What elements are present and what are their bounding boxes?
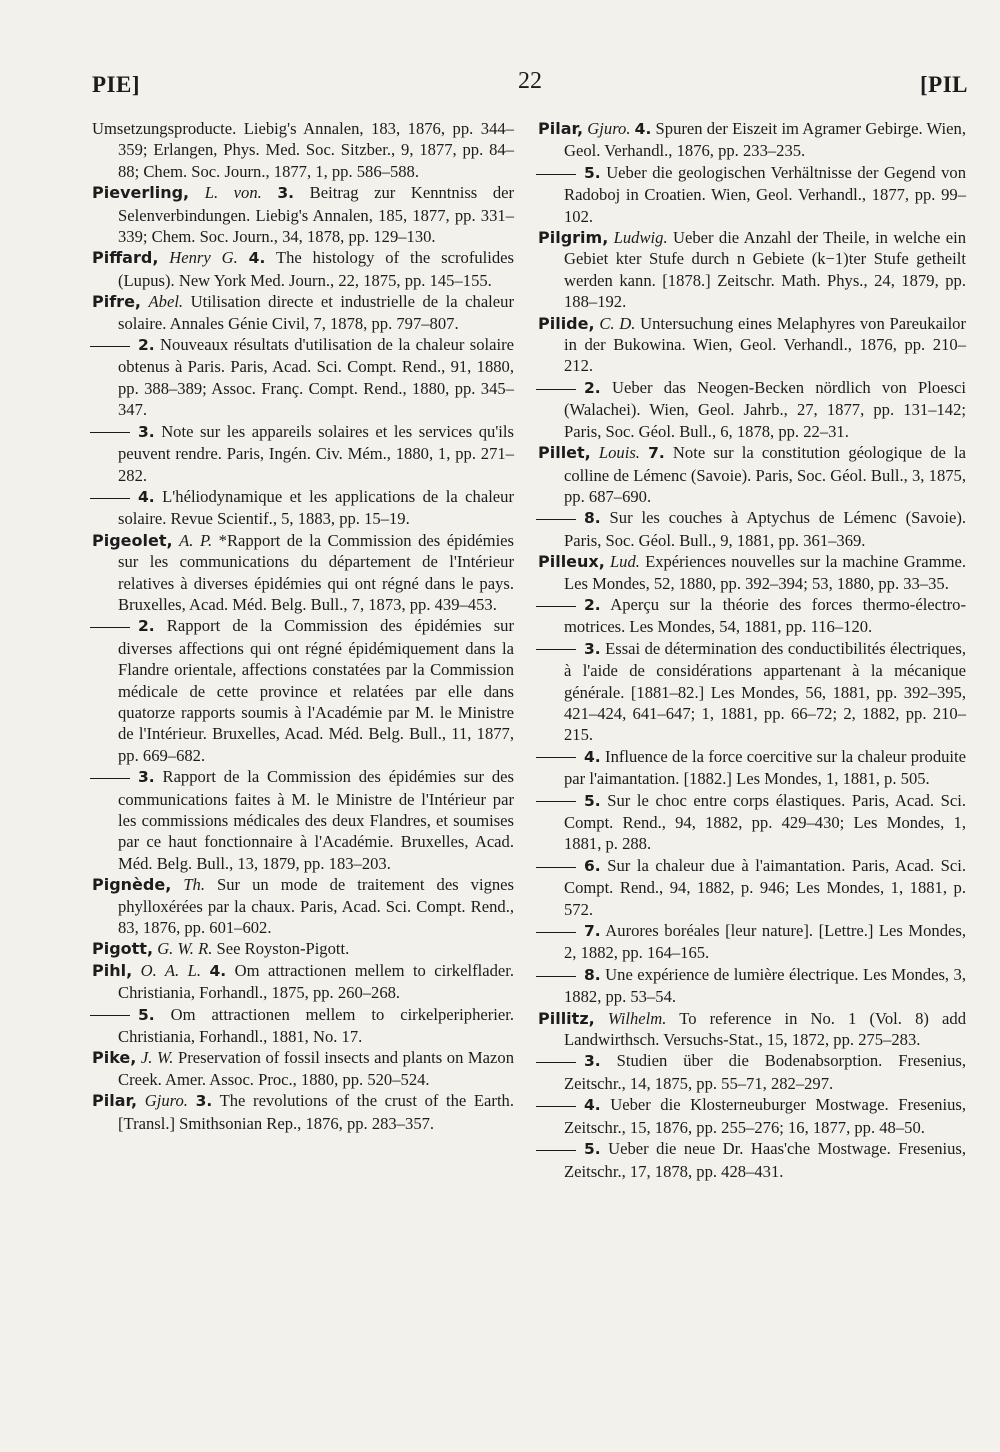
bibliography-entry [92, 1090, 514, 1134]
entry-number: 4. [138, 487, 155, 506]
bibliography-entry [92, 334, 514, 421]
author-given-name: Wilhelm. [607, 1008, 667, 1028]
bibliography-entry [92, 1047, 514, 1090]
entry-number: 4. [209, 961, 227, 980]
author-surname: Pilleux, [538, 552, 605, 572]
entry-number: 5. [138, 1005, 155, 1024]
header-right-keyword: [PIL [920, 72, 968, 97]
entry-text: Preservation of fossil insects and plants on Mazon Creek. Amer. Assoc. Proc., 1880, pp. 520–524. [118, 1048, 515, 1089]
right-column [538, 118, 966, 1182]
bibliography-entry [538, 1050, 966, 1094]
entry-text: Rapport de la Commission des épidémies sur des communications faites à M. le Ministre de l'Intérieur par les commissions médicales des deux Flandres, et soumises par ce haut fonctionnaire à l'Académie. Bruxelles, Acad. Méd. Belg. Bull., 13, 1879, pp. 183–203. [118, 767, 514, 873]
ditto-dash [90, 498, 130, 499]
ditto-dash [536, 606, 576, 607]
header-left-keyword: PIE] [92, 72, 140, 97]
ditto-dash [536, 1062, 576, 1063]
ditto-dash [536, 389, 576, 390]
entry-text: Om attractionen mellem to cirkelflader. Christiania, Forhandl., 1875, pp. 260–268. [118, 960, 514, 1003]
bibliography-entry [538, 594, 966, 638]
author-surname: Pilide, [538, 313, 595, 333]
entry-text: Rapport de la Commission des épidémies sur diverses affections qui ont régné épidémiquement dans la Flandre orientale, affections constatées par la Commission médicale de cette province et relatées par elle dans quatorze rapports soumis à l'Académie par M. le Ministre de l'Intérieur. Bruxelles, Acad. Méd. Belg. Bull., 11, 1877, pp. 669–682. [118, 616, 514, 765]
bibliography-entry [538, 1138, 966, 1182]
entry-number: 3. [584, 1052, 601, 1071]
author-given-name: Henry G. [169, 248, 238, 268]
entry-text: Essai de détermination des conductibilités électriques, à l'aide de considérations appartenant à la mécanique générale. [1881–82.] Les Mondes, 56, 1881, pp. 392–395, 421–424, 641–647; 1, 1881, pp. 66–72; 2, 1882, pp. 210–215. [564, 638, 966, 745]
ditto-dash [536, 757, 576, 758]
entry-text: Sur un mode de traitement des vignes phylloxérées par la chaux. Paris, Acad. Sci. Compt. Rend., 83, 1876, pp. 601–602. [118, 875, 514, 938]
author-given-name: O. A. L. [140, 960, 202, 980]
bibliography-entry [92, 615, 514, 766]
bibliography-entry [538, 162, 966, 227]
ditto-dash [90, 778, 130, 779]
bibliography-entry [538, 746, 966, 790]
author-surname: Piffard, [92, 248, 159, 268]
entry-text: Expériences nouvelles sur la machine Gramme. Les Mondes, 52, 1880, pp. 392–394; 53, 1880, pp. 33–35. [564, 552, 966, 593]
bibliography-entry [92, 960, 514, 1004]
entry-number: 2. [138, 617, 155, 636]
bibliography-entry [538, 507, 966, 551]
entry-text: Une expérience de lumière électrique. Les Mondes, 3, 1882, pp. 53–54. [564, 964, 966, 1007]
entry-number: 5. [584, 163, 601, 182]
entry-text: Sur le choc entre corps élastiques. Paris, Acad. Sci. Compt. Rend., 94, 1882, pp. 429–430; Les Mondes, 1, 1881, p. 288. [564, 790, 966, 854]
author-given-name: Ludwig. [613, 228, 668, 248]
author-surname: Pilar, [538, 119, 584, 138]
bibliography-entry [92, 291, 514, 334]
ditto-dash [536, 174, 576, 175]
entry-number: 2. [584, 378, 601, 397]
entry-text: Note sur les appareils solaires et les services qu'ils peuvent rendre. Paris, Ingén. Civ. Mém., 1880, 1, pp. 271–282. [118, 421, 514, 485]
bibliography-entry [538, 964, 966, 1008]
entry-text: The revolutions of the crust of the Earth. [Transl.] Smithsonian Rep., 1876, pp. 283–357. [118, 1091, 515, 1133]
ditto-dash [536, 519, 576, 520]
bibliography-entry [92, 247, 514, 291]
ditto-dash [536, 1150, 576, 1151]
entry-text: Ueber das Neogen-Becken nördlich von Ploesci (Walachei). Wien, Geol. Jahrb., 27, 1877, pp. 131–142; Paris, Soc. Géol. Bull., 6, 1878, pp. 22–31. [564, 377, 966, 441]
entry-text: Ueber die neue Dr. Haas'che Mostwage. Fresenius, Zeitschr., 17, 1878, pp. 428–431. [564, 1139, 967, 1181]
ditto-dash [536, 801, 576, 802]
left-column [92, 118, 514, 1134]
entry-text: Ueber die Anzahl der Theile, in welche ein Gebiet kter Stufe durch n Gebiete (k−1)ter Stufe getheilt werden kann. [1878.] Zeitschr. Math. Phys., 24, 1879, pp. 188–192. [564, 228, 966, 312]
page-header [92, 64, 968, 104]
ditto-dash [90, 1015, 130, 1016]
author-given-name: L. von. [204, 183, 262, 203]
entry-number: 3. [195, 1092, 213, 1111]
author-surname: Pieverling, [92, 183, 190, 203]
author-surname: Pillet, [538, 443, 591, 463]
bibliography-entry [92, 766, 514, 874]
author-given-name: Th. [183, 875, 205, 895]
entry-number: 3. [584, 639, 601, 658]
bibliography-entry [92, 182, 514, 247]
entry-text: Ueber die Klosterneuburger Mostwage. Fresenius, Zeitschr., 15, 1876, pp. 255–276; 16, 1877, pp. 48–50. [564, 1095, 966, 1137]
ditto-dash [90, 432, 130, 433]
bibliography-entry [538, 377, 966, 442]
bibliography-entry [538, 442, 966, 507]
bibliography-entry [538, 790, 966, 855]
entry-text: The histology of the scrofulides (Lupus). New York Med. Journ., 22, 1875, pp. 145–155. [118, 248, 514, 290]
entry-text: See Royston-Pigott. [216, 939, 350, 959]
entry-text: *Rapport de la Commission des épidémies sur les communications du département de l'Intérieur relatives à diverses épidémies qui ont régné dans le pays. Bruxelles, Acad. Méd. Belg. Bull., 7, 1873, pp. 439–453. [118, 530, 515, 614]
entry-number: 7. [584, 922, 601, 941]
author-surname: Pignède, [92, 875, 172, 895]
entry-text: Beitrag zur Kenntniss der Selenverbindungen. Liebig's Annalen, 185, 1877, pp. 331–339; Chem. Soc. Journ., 34, 1878, pp. 129–130. [118, 183, 515, 247]
author-surname: Pifre, [92, 292, 141, 312]
author-given-name: Abel. [148, 292, 184, 312]
entry-text: Sur les couches à Aptychus de Lémenc (Savoie). Paris, Soc. Géol. Bull., 9, 1881, pp. 361–369. [564, 508, 966, 550]
ditto-dash [536, 932, 576, 933]
bibliography-entry [538, 118, 966, 162]
bibliography-entry [538, 920, 966, 964]
bibliography-entry [538, 638, 966, 746]
bibliography-entry [538, 227, 966, 313]
entry-text: Utilisation directe et industrielle de la chaleur solaire. Annales Génie Civil, 7, 1878, pp. 797–807. [118, 292, 514, 333]
bibliography-entry [92, 938, 514, 959]
entry-number: 4. [634, 120, 652, 138]
ditto-dash [536, 649, 576, 650]
entry-text: Influence de la force coercitive sur la chaleur produite par l'aimantation. [1882.] Les Mondes, 1, 1881, p. 505. [564, 746, 967, 789]
author-given-name: C. D. [599, 313, 636, 333]
author-given-name: Lud. [609, 552, 640, 572]
bibliography-entry [538, 1094, 966, 1138]
entry-number: 2. [584, 595, 601, 614]
author-surname: Pigeolet, [92, 530, 173, 550]
entry-number: 5. [584, 791, 601, 810]
bibliography-entry [538, 1008, 966, 1051]
entry-number: 8. [584, 965, 601, 984]
author-surname: Pihl, [92, 960, 133, 980]
entry-text: Note sur la constitution géologique de la colline de Lémenc (Savoie). Paris, Soc. Géol. Bull., 3, 1875, pp. 687–690. [564, 443, 966, 506]
bibliography-entry [92, 486, 514, 530]
author-given-name: A. P. [179, 530, 213, 550]
entry-text: Ueber die geologischen Verhältnisse der Gegend von Radoboj in Croatien. Wien, Geol. Verhandl., 1877, pp. 99–102. [564, 162, 966, 226]
entry-text: Aperçu sur la théorie des forces thermo-électro-motrices. Les Mondes, 54, 1881, pp. 116–120. [564, 594, 966, 637]
entry-text: Studien über die Bodenabsorption. Fresenius, Zeitschr., 14, 1875, pp. 55–71, 282–297. [564, 1051, 966, 1093]
author-given-name: J. W. [140, 1048, 174, 1068]
entry-number: 4. [584, 1096, 601, 1115]
ditto-dash [536, 1106, 576, 1107]
author-surname: Pigott, [92, 939, 154, 959]
author-surname: Pillitz, [538, 1008, 595, 1028]
entry-text: Om attractionen mellem to cirkelperipherier. Christiania, Forhandl., 1881, No. 17. [118, 1004, 515, 1047]
bibliography-entry [92, 421, 514, 486]
bibliography-entry [92, 530, 514, 616]
entry-text: Spuren der Eiszeit im Agramer Gebirge. Wien, Geol. Verhandl., 1876, pp. 233–235. [564, 119, 966, 161]
page-number: 22 [518, 68, 542, 94]
author-given-name: Louis. [598, 443, 640, 463]
bibliography-entry [92, 874, 514, 938]
entry-number: 4. [584, 747, 601, 766]
entry-text: Aurores boréales [leur nature]. [Lettre.] Les Mondes, 2, 1882, pp. 164–165. [564, 921, 966, 963]
entry-number: 7. [648, 444, 665, 463]
entry-text: Nouveaux résultats d'utilisation de la chaleur solaire obtenus à Paris. Paris, Acad. Sci. Compt. Rend., 91, 1880, pp. 388–389; Assoc. Franç. Compt. Rend., 1880, pp. 345–347. [118, 335, 514, 420]
entry-text: Untersuchung eines Melaphyres von Pareukailor in der Bukowina. Wien, Geol. Verhandl., 1876, pp. 210–212. [564, 313, 967, 376]
author-given-name: G. W. R. [157, 939, 213, 959]
ditto-dash [536, 867, 576, 868]
entry-number: 3. [277, 184, 295, 203]
bibliography-entry [538, 313, 966, 377]
author-surname: Pilgrim, [538, 228, 609, 248]
bibliography-entry [538, 855, 966, 920]
entry-text: Umsetzungsproducte. Liebig's Annalen, 183, 1876, pp. 344–359; Erlangen, Phys. Med. Soc. Sitzber., 9, 1877, pp. 84–88; Chem. Soc. Journ., 1877, 1, pp. 586–588. [92, 119, 514, 181]
author-surname: Pilar, [92, 1091, 138, 1111]
entry-number: 8. [584, 509, 601, 528]
entry-number: 3. [138, 422, 155, 441]
bibliography-entry [538, 551, 966, 594]
bibliography-entry [92, 118, 514, 182]
entry-text: Sur la chaleur due à l'aimantation. Paris, Acad. Sci. Compt. Rend., 94, 1882, p. 946; Les Mondes, 1, 1881, p. 572. [564, 855, 966, 919]
entry-number: 5. [584, 1140, 601, 1159]
ditto-dash [536, 976, 576, 977]
entry-text: To reference in No. 1 (Vol. 8) add Landwirthsch. Versuchs-Stat., 15, 1872, pp. 275–283. [564, 1008, 966, 1050]
ditto-dash [90, 346, 130, 347]
author-surname: Pike, [92, 1048, 137, 1068]
entry-number: 2. [138, 336, 155, 355]
entry-number: 6. [584, 856, 601, 875]
entry-text: L'héliodynamique et les applications de la chaleur solaire. Revue Scientif., 5, 1883, pp. 15–19. [118, 486, 514, 529]
entry-number: 4. [248, 249, 266, 268]
ditto-dash [90, 627, 130, 628]
author-given-name: Gjuro. [587, 119, 631, 138]
bibliography-entry [92, 1004, 514, 1048]
author-given-name: Gjuro. [144, 1091, 188, 1111]
entry-number: 3. [138, 768, 155, 787]
